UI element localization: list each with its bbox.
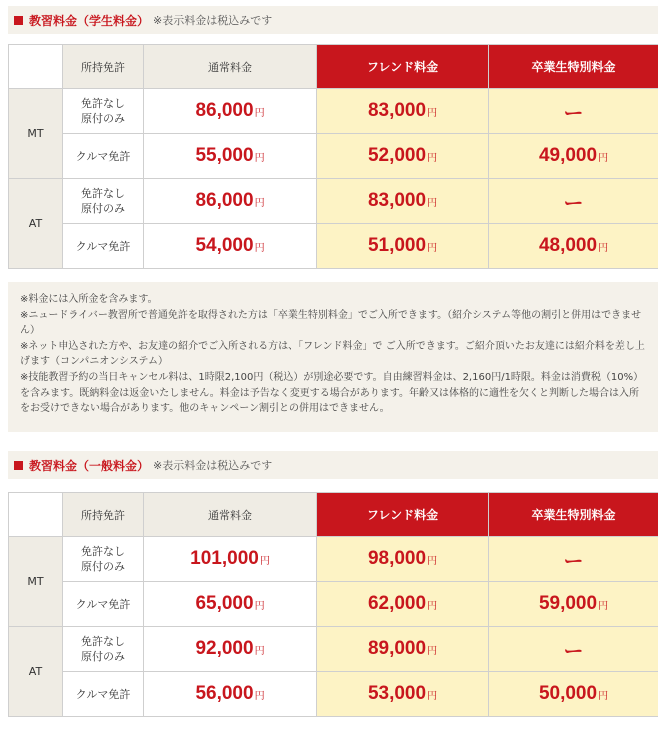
table-header-row	[9, 45, 658, 89]
price-value: 101,000	[190, 548, 259, 569]
price-value: 65,000	[195, 593, 254, 614]
note-line: ※ネット申込された方や、お友達の紹介でご入所される方は、「フレンド料金」で ご入所できます。ご紹介頂いたお友達には紹介料を差し上げます（コンパニオンシステム）	[20, 340, 645, 368]
note-line: ※技能教習予約の当日キャンセル料は、1時限2,100円（税込）が別途必要です。自由練習料金は、2,160円/1時限。料金は消費税（10%）を含みます。既納料金は返金いたしません。料金は予告なく変更する場合があります。年齢又は体格的に適性を欠くと判断した場合は入所をお受けできない場合があります。他のキャンペーン割引との併用はできません。	[20, 371, 644, 415]
not-available-dash: ー	[563, 548, 584, 573]
price-value: 53,000	[367, 683, 427, 704]
header-blank	[9, 493, 63, 537]
not-available-dash: ー	[563, 638, 584, 663]
normal-price-cell: 101,000円	[144, 537, 317, 582]
graduate-price-cell	[489, 537, 658, 582]
table-row	[9, 582, 658, 627]
normal-price-cell: 86,000円	[144, 179, 317, 224]
table-row	[9, 134, 658, 179]
header-friend-price: フレンド料金	[317, 45, 489, 89]
table-row	[9, 89, 658, 134]
normal-price-cell: 55,000円	[144, 134, 317, 179]
header-normal-price: 通常料金	[144, 493, 317, 537]
header-license: 所持免許	[63, 493, 144, 537]
license-label: 免許なし 原付のみ	[63, 89, 144, 134]
normal-price-cell: 54,000円	[144, 224, 317, 269]
header-normal-price: 通常料金	[144, 45, 317, 89]
license-label: クルマ免許	[63, 224, 144, 269]
header-license: 所持免許	[63, 45, 144, 89]
friend-price-cell: 98,000円	[317, 537, 489, 582]
price-value: 62,000	[367, 593, 427, 614]
bullet-square-icon	[14, 461, 23, 470]
friend-price-cell: 51,000円	[317, 224, 489, 269]
transmission-label: MT	[9, 89, 63, 179]
friend-price-cell: 83,000円	[317, 89, 489, 134]
price-value: 83,000	[367, 190, 427, 211]
price-value: 83,000	[367, 100, 427, 121]
normal-price-cell: 56,000円	[144, 672, 317, 717]
price-value: 92,000	[195, 638, 254, 659]
general-price-table	[8, 492, 658, 717]
transmission-label: MT	[9, 537, 63, 627]
graduate-price-cell: 50,000円	[489, 672, 658, 717]
license-label: 免許なし 原付のみ	[63, 537, 144, 582]
price-value: 51,000	[367, 235, 427, 256]
table-header-row	[9, 493, 658, 537]
student-price-table	[8, 44, 658, 269]
section-note: ※表示料金は税込みです	[153, 14, 273, 27]
friend-price-cell: 53,000円	[317, 672, 489, 717]
friend-price-cell: 52,000円	[317, 134, 489, 179]
normal-price-cell: 65,000円	[144, 582, 317, 627]
license-label: クルマ免許	[63, 582, 144, 627]
note-line: ※ニュードライバー教習所で普通免許を取得された方は「卒業生特別料金」でご入所できます。（紹介システム等他の割引と併用はできません）	[20, 309, 642, 337]
not-available-dash: ー	[563, 100, 584, 125]
friend-price-cell: 83,000円	[317, 179, 489, 224]
price-value: 89,000	[367, 638, 427, 659]
friend-price-cell: 62,000円	[317, 582, 489, 627]
section-note: ※表示料金は税込みです	[153, 459, 273, 472]
price-value: 54,000	[195, 235, 254, 256]
note-line: ※料金には入所金を含みます。	[20, 294, 158, 305]
graduate-price-cell	[489, 89, 658, 134]
normal-price-cell: 86,000円	[144, 89, 317, 134]
not-available-dash: ー	[563, 190, 584, 215]
header-friend-price: フレンド料金	[317, 493, 489, 537]
price-value: 98,000	[367, 548, 427, 569]
normal-price-cell: 92,000円	[144, 627, 317, 672]
price-value: 55,000	[195, 145, 254, 166]
general-section-header	[8, 451, 658, 479]
price-value: 86,000	[195, 190, 254, 211]
price-value: 56,000	[195, 683, 254, 704]
section-title: 教習料金（学生料金）	[29, 13, 150, 28]
table-row	[9, 627, 658, 672]
license-label: 免許なし 原付のみ	[63, 627, 144, 672]
friend-price-cell: 89,000円	[317, 627, 489, 672]
price-value: 59,000	[538, 593, 598, 614]
notes-box	[8, 282, 658, 432]
graduate-price-cell: 48,000円	[489, 224, 658, 269]
license-label: クルマ免許	[63, 134, 144, 179]
table-row	[9, 224, 658, 269]
price-value: 49,000	[538, 145, 598, 166]
price-value: 86,000	[195, 100, 254, 121]
price-value: 48,000	[538, 235, 598, 256]
header-graduate-price: 卒業生特別料金	[489, 45, 658, 89]
license-label: クルマ免許	[63, 672, 144, 717]
license-label: 免許なし 原付のみ	[63, 179, 144, 224]
header-blank	[9, 45, 63, 89]
graduate-price-cell	[489, 179, 658, 224]
table-row	[9, 179, 658, 224]
header-graduate-price: 卒業生特別料金	[489, 493, 658, 537]
price-value: 50,000	[538, 683, 598, 704]
graduate-price-cell: 59,000円	[489, 582, 658, 627]
transmission-label: AT	[9, 627, 63, 717]
section-title: 教習料金（一般料金）	[29, 458, 150, 473]
price-value: 52,000	[367, 145, 427, 166]
table-row	[9, 537, 658, 582]
student-section-header	[8, 6, 658, 34]
graduate-price-cell: 49,000円	[489, 134, 658, 179]
table-row	[9, 672, 658, 717]
transmission-label: AT	[9, 179, 63, 269]
graduate-price-cell	[489, 627, 658, 672]
bullet-square-icon	[14, 16, 23, 25]
